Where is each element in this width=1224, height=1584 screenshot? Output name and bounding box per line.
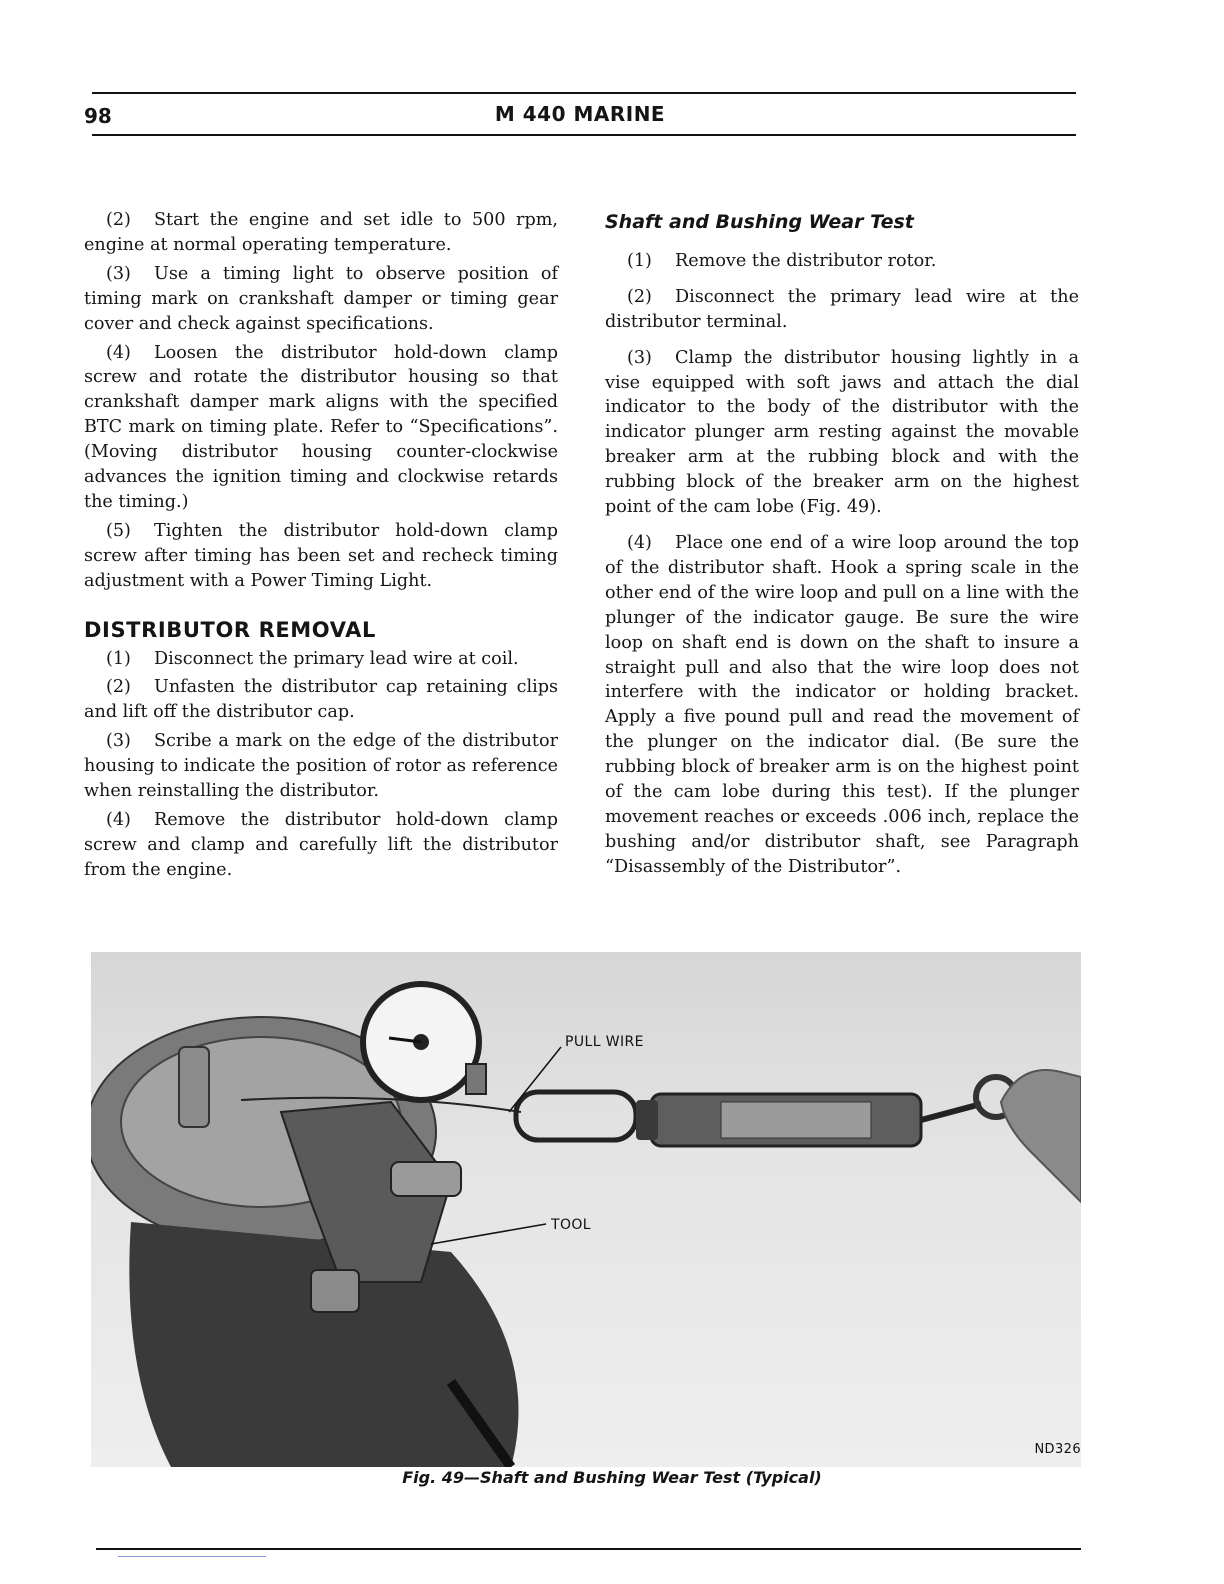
paragraph-text: Disconnect the primary lead wire at coil. xyxy=(154,648,519,669)
paragraph xyxy=(84,341,558,515)
paragraph-text: Tighten the distributor hold-down clamp screw after timing has been set and recheck timing adjustment with a Power Timing Light. xyxy=(84,520,558,591)
paragraph-text: Place one end of a wire loop around the top of the distributor shaft. Hook a spring scale in the other end of the wire loop and pull on a line with the plunger of the indicator gauge. Be sure the wire loop on shaft end is down on the shaft to insure a straight pull and also that the wire loop does not interfere with the indicator or holding bracket. Apply a five pound pull and read the movement of the plunger on the indicator dial. (Be sure the rubbing block of breaker arm is on the highest point of the cam lobe during this test). If the plunger movement reaches or exceeds .006 inch, replace the bushing and/or distributor shaft, see Paragraph “Disassembly of the Distributor”. xyxy=(605,532,1079,877)
running-title: M 440 MARINE xyxy=(494,102,666,126)
paragraph-number: (1) xyxy=(106,648,131,669)
pull-wire-leader xyxy=(509,1047,561,1112)
paragraph-text: Disconnect the primary lead wire at the distributor terminal. xyxy=(605,286,1079,332)
paragraph-number: (4) xyxy=(106,809,131,830)
paragraph-text: Scribe a mark on the edge of the distributor housing to indicate the position of rotor as reference when reinstalling the distributor. xyxy=(84,731,558,802)
figure-caption: Fig. 49—Shaft and Bushing Wear Test (Typical) xyxy=(402,1468,822,1487)
paragraph-number: (2) xyxy=(106,677,131,698)
figure-photo xyxy=(91,952,1081,1467)
tool-leader xyxy=(431,1224,546,1244)
left-column xyxy=(84,208,558,887)
paragraph-number: (3) xyxy=(106,731,131,752)
paragraph xyxy=(605,346,1079,520)
paragraph-number: (4) xyxy=(106,342,131,363)
paragraph-number: (3) xyxy=(106,263,131,284)
wire-loop xyxy=(516,1092,636,1140)
figure-id-label: ND326 xyxy=(1034,1442,1081,1457)
paragraph xyxy=(605,249,1079,274)
paragraph-number: (3) xyxy=(627,347,652,368)
paragraph-text: Loosen the distributor hold-down clamp screw and rotate the distributor housing so that crankshaft damper mark aligns with the specified BTC mark on timing plate. Refer to “Specifications”. (Moving distributor housing counter-clockwise advances the ignition timing and clockwise retards the timing.) xyxy=(84,342,558,512)
paragraph-number: (2) xyxy=(106,210,131,230)
paragraph xyxy=(84,262,558,337)
paragraph-text: Remove the distributor hold-down clamp screw and clamp and carefully lift the distributor from the engine. xyxy=(84,809,558,880)
paragraph-number: (4) xyxy=(627,532,652,553)
section-heading-distributor-removal: DISTRIBUTOR REMOVAL xyxy=(84,617,376,642)
paragraph xyxy=(84,208,558,258)
indicator-stem xyxy=(466,1064,486,1094)
subsection-heading-shaft-bushing-test: Shaft and Bushing Wear Test xyxy=(605,211,914,233)
paragraph-text: Clamp the distributor housing lightly in a vise equipped with soft jaws and attach the dial indicator to the body of the distributor with the indicator plunger arm resting against the movable breaker arm at the rubbing block and with the rubbing block of the breaker arm on the highest point of the cam lobe (Fig. 49). xyxy=(605,347,1079,518)
paragraph xyxy=(84,647,558,672)
paragraph-text: Unfasten the distributor cap retaining clips and lift off the distributor cap. xyxy=(84,677,558,723)
paragraph-number: (5) xyxy=(106,520,131,541)
paragraph xyxy=(84,675,558,725)
paragraph xyxy=(605,285,1079,335)
paragraph-text: Use a timing light to observe position of timing mark on crankshaft damper or timing gear cover and check against specifications. xyxy=(84,263,558,334)
paragraph-number: (1) xyxy=(627,250,652,271)
paragraph xyxy=(605,531,1079,880)
distributor-shaft xyxy=(179,1047,209,1127)
paragraph-text: Remove the distributor rotor. xyxy=(675,250,937,271)
hand xyxy=(1001,1070,1081,1202)
header-bottom-rule xyxy=(92,134,1076,136)
footer-rule xyxy=(96,1548,1081,1550)
paragraph xyxy=(84,808,558,883)
paragraph xyxy=(84,729,558,804)
footer-mark xyxy=(118,1556,266,1557)
wing-nut xyxy=(311,1270,359,1312)
distributor-base xyxy=(129,1222,518,1467)
paragraph-number: (2) xyxy=(627,286,652,307)
thumb-screw xyxy=(391,1162,461,1196)
page-number: 98 xyxy=(84,104,112,128)
right-column xyxy=(605,208,1079,891)
callout-pull-wire: PULL WIRE xyxy=(565,1034,644,1050)
figure-illustration xyxy=(91,952,1081,1467)
scale-hook-chain xyxy=(921,1104,981,1120)
paragraph-text: Start the engine and set idle to 500 rpm, engine at normal operating temperature. xyxy=(84,210,558,255)
callout-tool: TOOL xyxy=(551,1217,591,1233)
paragraph xyxy=(84,519,558,594)
spring-scale-window xyxy=(721,1102,871,1138)
spring-scale-cap xyxy=(636,1100,658,1140)
page-header xyxy=(84,90,1076,140)
header-top-rule xyxy=(92,92,1076,94)
